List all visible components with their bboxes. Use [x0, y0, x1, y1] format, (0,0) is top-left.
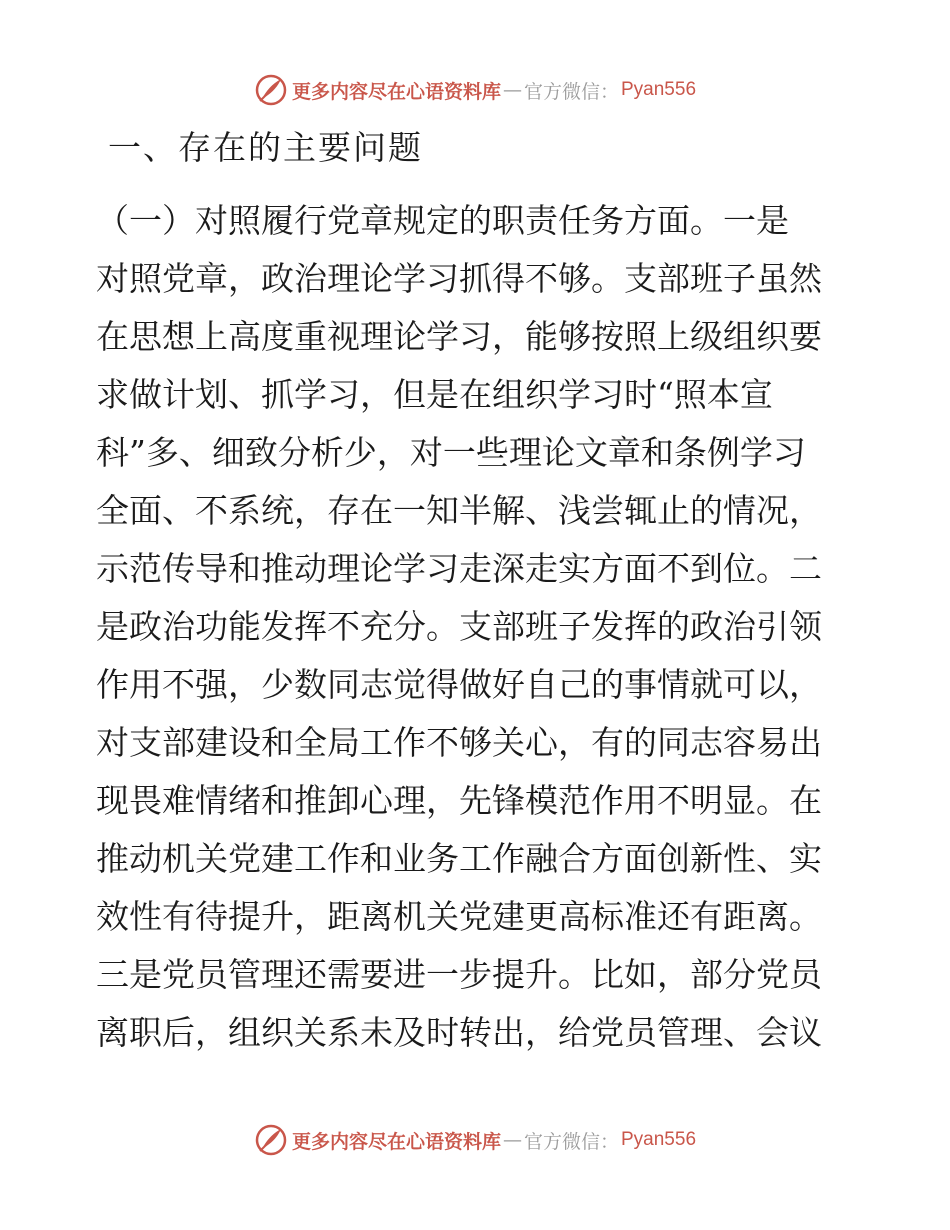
- paragraph-line: 对照党章，政治理论学习抓得不够。支部班子虽然: [96, 259, 822, 298]
- paragraph-line: 求做计划、抓学习，但是在组织学习时“照本宣: [96, 375, 773, 414]
- feather-logo-icon: [254, 73, 288, 107]
- paragraph-line: 推动机关党建工作和业务工作融合方面创新性、实: [96, 839, 822, 878]
- banner-label: 官方微信：: [523, 1130, 619, 1153]
- feather-logo-icon: [254, 1123, 288, 1157]
- paragraph-line: 示范传导和推动理论学习走深走实方面不到位。二: [96, 549, 822, 588]
- footer-watermark-banner: [0, 1118, 950, 1162]
- banner-site-text: 更多内容尽在心语资料库: [291, 1130, 501, 1153]
- body-paragraph: [96, 192, 856, 1062]
- paragraph-line: （一）对照履行党章规定的职责任务方面。一是: [96, 201, 789, 240]
- paragraph-line: 现畏难情绪和推卸心理，先锋模范作用不明显。在: [96, 781, 822, 820]
- banner-wechat-id: Pyan556: [621, 1129, 697, 1150]
- paragraph-line: 三是党员管理还需要进一步提升。比如，部分党员: [96, 955, 822, 994]
- paragraph-line: 是政治功能发挥不充分。支部班子发挥的政治引领: [96, 607, 822, 646]
- paragraph-line: 在思想上高度重视理论学习，能够按照上级组织要: [96, 317, 822, 356]
- banner-dash: —: [502, 79, 522, 101]
- section-heading: 一、存在的主要问题: [108, 128, 423, 167]
- paragraph-line: 离职后，组织关系未及时转出，给党员管理、会议: [96, 1013, 822, 1052]
- banner-label: 官方微信：: [523, 80, 619, 103]
- paragraph-line: 科”多、细致分析少，对一些理论文章和条例学习: [96, 433, 806, 472]
- banner-dash: —: [502, 1129, 522, 1151]
- header-watermark-banner: [0, 68, 950, 112]
- banner-wechat-id: Pyan556: [621, 79, 697, 100]
- banner-site-text: 更多内容尽在心语资料库: [291, 80, 501, 103]
- paragraph-line: 全面、不系统，存在一知半解、浅尝辄止的情况，: [96, 491, 822, 530]
- paragraph-line: 对支部建设和全局工作不够关心，有的同志容易出: [96, 723, 822, 762]
- paragraph-line: 作用不强，少数同志觉得做好自己的事情就可以，: [96, 665, 822, 704]
- paragraph-line: 效性有待提升，距离机关党建更高标准还有距离。: [96, 897, 822, 936]
